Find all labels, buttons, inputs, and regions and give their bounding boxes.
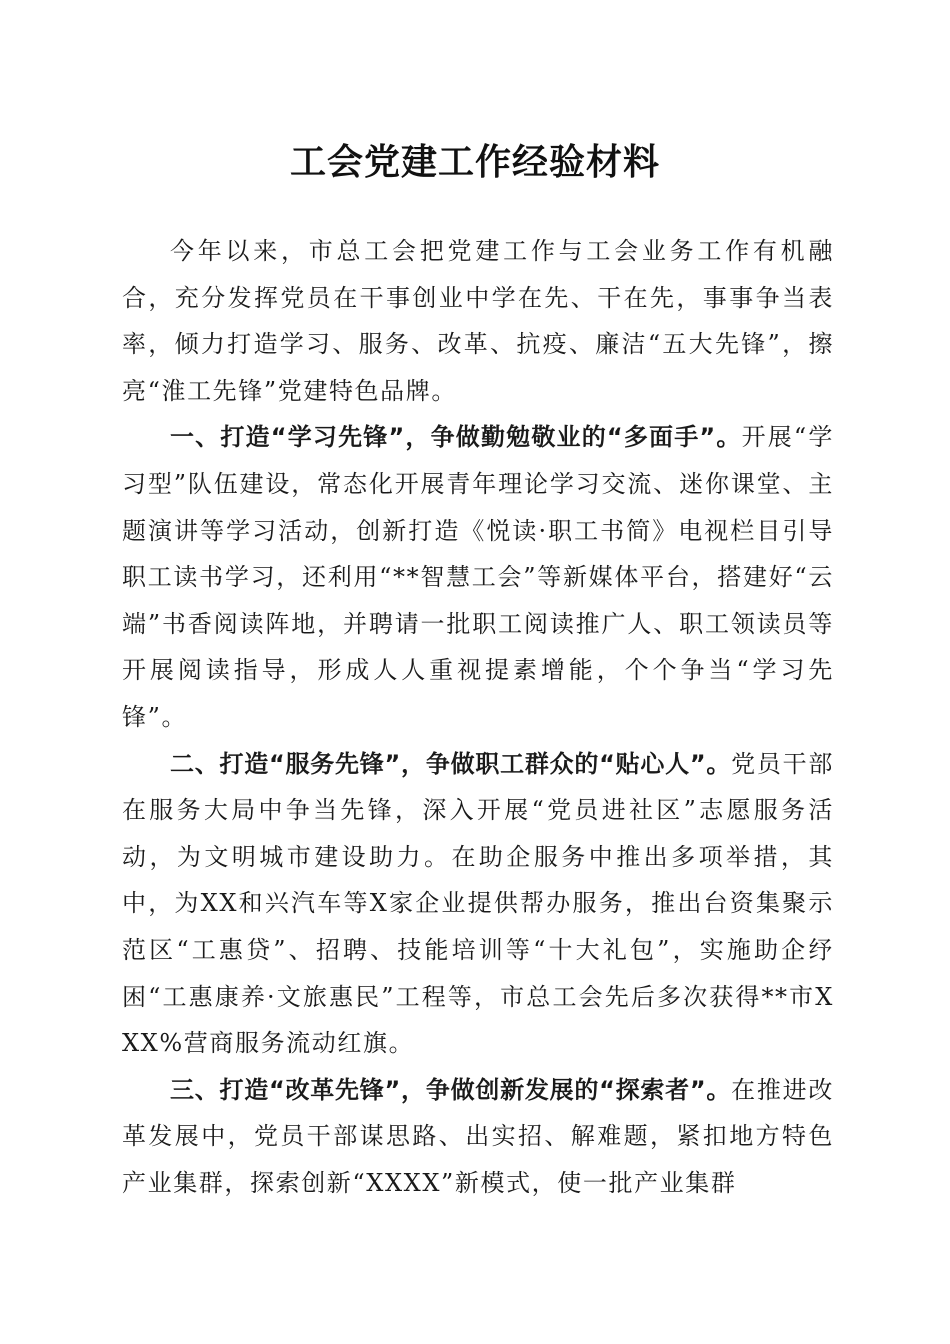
section-3-text: 在推进改革发展中，党员干部谋思路、出实招、解难题，紧扣地方特色产业集群，探索创新“XXXX”新模式，使一批产业集群 xyxy=(122,1075,834,1197)
section-1-text: 开展“学习型”队伍建设，常态化开展青年理论学习交流、迷你课堂、主题演讲等学习活动，创新打造《悦读·职工书简》电视栏目引导职工读书学习，还利用“**智慧工会”等新媒体平台，搭建好“云端”书香阅读阵地，并聘请一批职工阅读推广人、职工领读员等开展阅读指导，形成人人重视提素增能，个个争当“学习先锋”。 xyxy=(122,423,834,731)
section-1-heading: 一、打造“学习先锋”，争做勤勉敬业的“多面手”。 xyxy=(170,423,742,452)
section-1-paragraph xyxy=(122,414,834,740)
section-3-paragraph xyxy=(122,1067,834,1207)
section-3-heading: 三、打造“改革先锋”，争做创新发展的“探索者”。 xyxy=(170,1075,732,1104)
intro-paragraph: 今年以来，市总工会把党建工作与工会业务工作有机融合，充分发挥党员在干事创业中学在先、干在先，事事争当表率，倾力打造学习、服务、改革、抗疫、廉洁“五大先锋”，擦亮“淮工先锋”党建特色品牌。 xyxy=(122,237,834,405)
document-title: 工会党建工作经验材料 xyxy=(289,141,660,183)
document-body xyxy=(122,228,834,1206)
section-2-paragraph xyxy=(122,741,834,1067)
section-2-text: 党员干部在服务大局中争当先锋，深入开展“党员进社区”志愿服务活动，为文明城市建设助力。在助企服务中推出多项举措，其中，为XX和兴汽车等X家企业提供帮办服务，推出台资集聚示范区“工惠贷”、招聘、技能培训等“十大礼包”，实施助企纾困“工惠康养·文旅惠民”工程等，市总工会先后多次获得**市XXX%营商服务流动红旗。 xyxy=(122,749,834,1058)
section-2-heading: 二、打造“服务先锋”，争做职工群众的“贴心人”。 xyxy=(170,749,732,778)
